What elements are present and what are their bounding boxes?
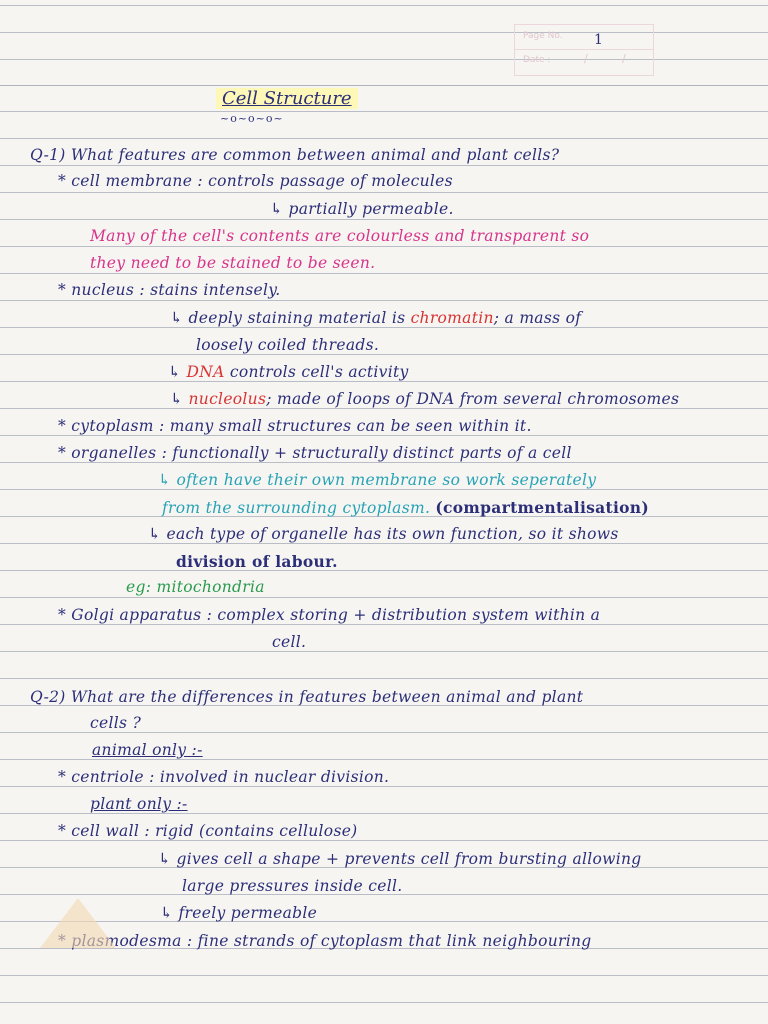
note-line — [90, 227, 589, 245]
page-title: Cell Structure — [216, 88, 358, 109]
note-line — [58, 172, 453, 190]
note-line — [58, 444, 572, 462]
text-segment: Q-2) What are the differences in features between animal and plant — [30, 688, 584, 706]
note-line — [270, 200, 454, 218]
note-line — [168, 363, 409, 381]
page-date-box — [514, 24, 654, 76]
note-line — [58, 417, 532, 435]
page-number: 1 — [594, 32, 603, 48]
text-segment: from the surrounding cytoplasm. — [162, 499, 436, 517]
text-segment: ↳ gives cell a shape + prevents cell from bursting allowing — [158, 850, 642, 868]
text-segment: chromatin — [410, 309, 494, 327]
date-slash-2: / — [622, 52, 626, 65]
text-segment: (compartmentalisation) — [435, 498, 649, 517]
text-segment: controls cell's activity — [224, 363, 409, 381]
note-line — [58, 768, 389, 786]
text-segment: * Golgi apparatus : complex storing + distribution system within a — [58, 606, 601, 624]
text-segment: cells ? — [90, 714, 142, 732]
text-segment: Many of the cell's contents are colourless and transparent so — [90, 227, 590, 245]
header-rule — [0, 85, 768, 86]
text-segment: ; a mass of — [493, 309, 582, 327]
note-line — [158, 850, 642, 868]
text-segment: plant only :- — [90, 795, 188, 813]
text-segment: * nucleus : stains intensely. — [58, 281, 281, 299]
text-segment: * cell wall : rigid (contains cellulose) — [58, 822, 358, 840]
text-segment: * plasmodesma : fine strands of cytoplasm that link neighbouring — [58, 932, 592, 950]
note-line — [58, 932, 591, 950]
text-segment: ; made of loops of DNA from several chromosomes — [266, 390, 680, 408]
text-segment: * cell membrane : controls passage of molecules — [58, 172, 453, 190]
text-segment: large pressures inside cell. — [182, 877, 403, 895]
text-segment: Q-1) What features are common between animal and plant cells? — [30, 146, 560, 164]
triangle-watermark — [40, 898, 116, 948]
text-segment: * cytoplasm : many small structures can be seen within it. — [58, 417, 532, 435]
note-line — [170, 309, 581, 327]
text-segment: ↳ freely permeable — [160, 904, 318, 922]
question-2-cont — [90, 714, 141, 732]
text-segment: ↳ partially permeable. — [270, 200, 454, 218]
text-segment: animal only :- — [92, 741, 203, 759]
text-segment: ↳ — [168, 363, 187, 381]
note-line — [126, 578, 265, 596]
text-segment: * organelles : functionally + structurally distinct parts of a cell — [58, 444, 572, 462]
date-label: Date : — [523, 55, 551, 65]
note-line — [90, 254, 375, 272]
note-line — [58, 822, 358, 840]
page-label: Page No. — [523, 31, 563, 41]
date-slash-1: / — [584, 52, 588, 65]
title-decoration: ~o~o~o~ — [220, 112, 284, 125]
page-box-divider — [515, 49, 653, 50]
note-line — [170, 390, 679, 408]
note-line — [272, 633, 306, 651]
text-segment: they need to be stained to be seen. — [90, 254, 376, 272]
subheading-animal — [92, 741, 203, 759]
text-segment: ↳ each type of organelle has its own function, so it shows — [148, 525, 619, 543]
note-line — [176, 552, 338, 571]
text-segment: DNA — [186, 363, 225, 381]
question-1 — [30, 146, 559, 164]
text-segment: loosely coiled threads. — [196, 336, 380, 354]
note-line — [158, 471, 596, 489]
text-segment: ↳ — [170, 390, 189, 408]
note-line — [162, 498, 649, 517]
question-2 — [30, 688, 583, 706]
note-line — [58, 281, 280, 299]
text-segment: nucleolus — [188, 390, 267, 408]
text-segment: division of labour. — [176, 552, 338, 571]
note-line — [182, 877, 402, 895]
text-segment: eg: mitochondria — [126, 578, 265, 596]
text-segment: * centriole : involved in nuclear division. — [58, 768, 390, 786]
note-line — [148, 525, 619, 543]
text-segment: ↳ deeply staining material is — [170, 309, 411, 327]
subheading-plant — [90, 795, 188, 813]
note-line — [196, 336, 379, 354]
text-segment: ↳ often have their own membrane so work seperately — [158, 471, 597, 489]
text-segment: cell. — [272, 633, 307, 651]
note-line — [58, 606, 600, 624]
note-line — [160, 904, 317, 922]
